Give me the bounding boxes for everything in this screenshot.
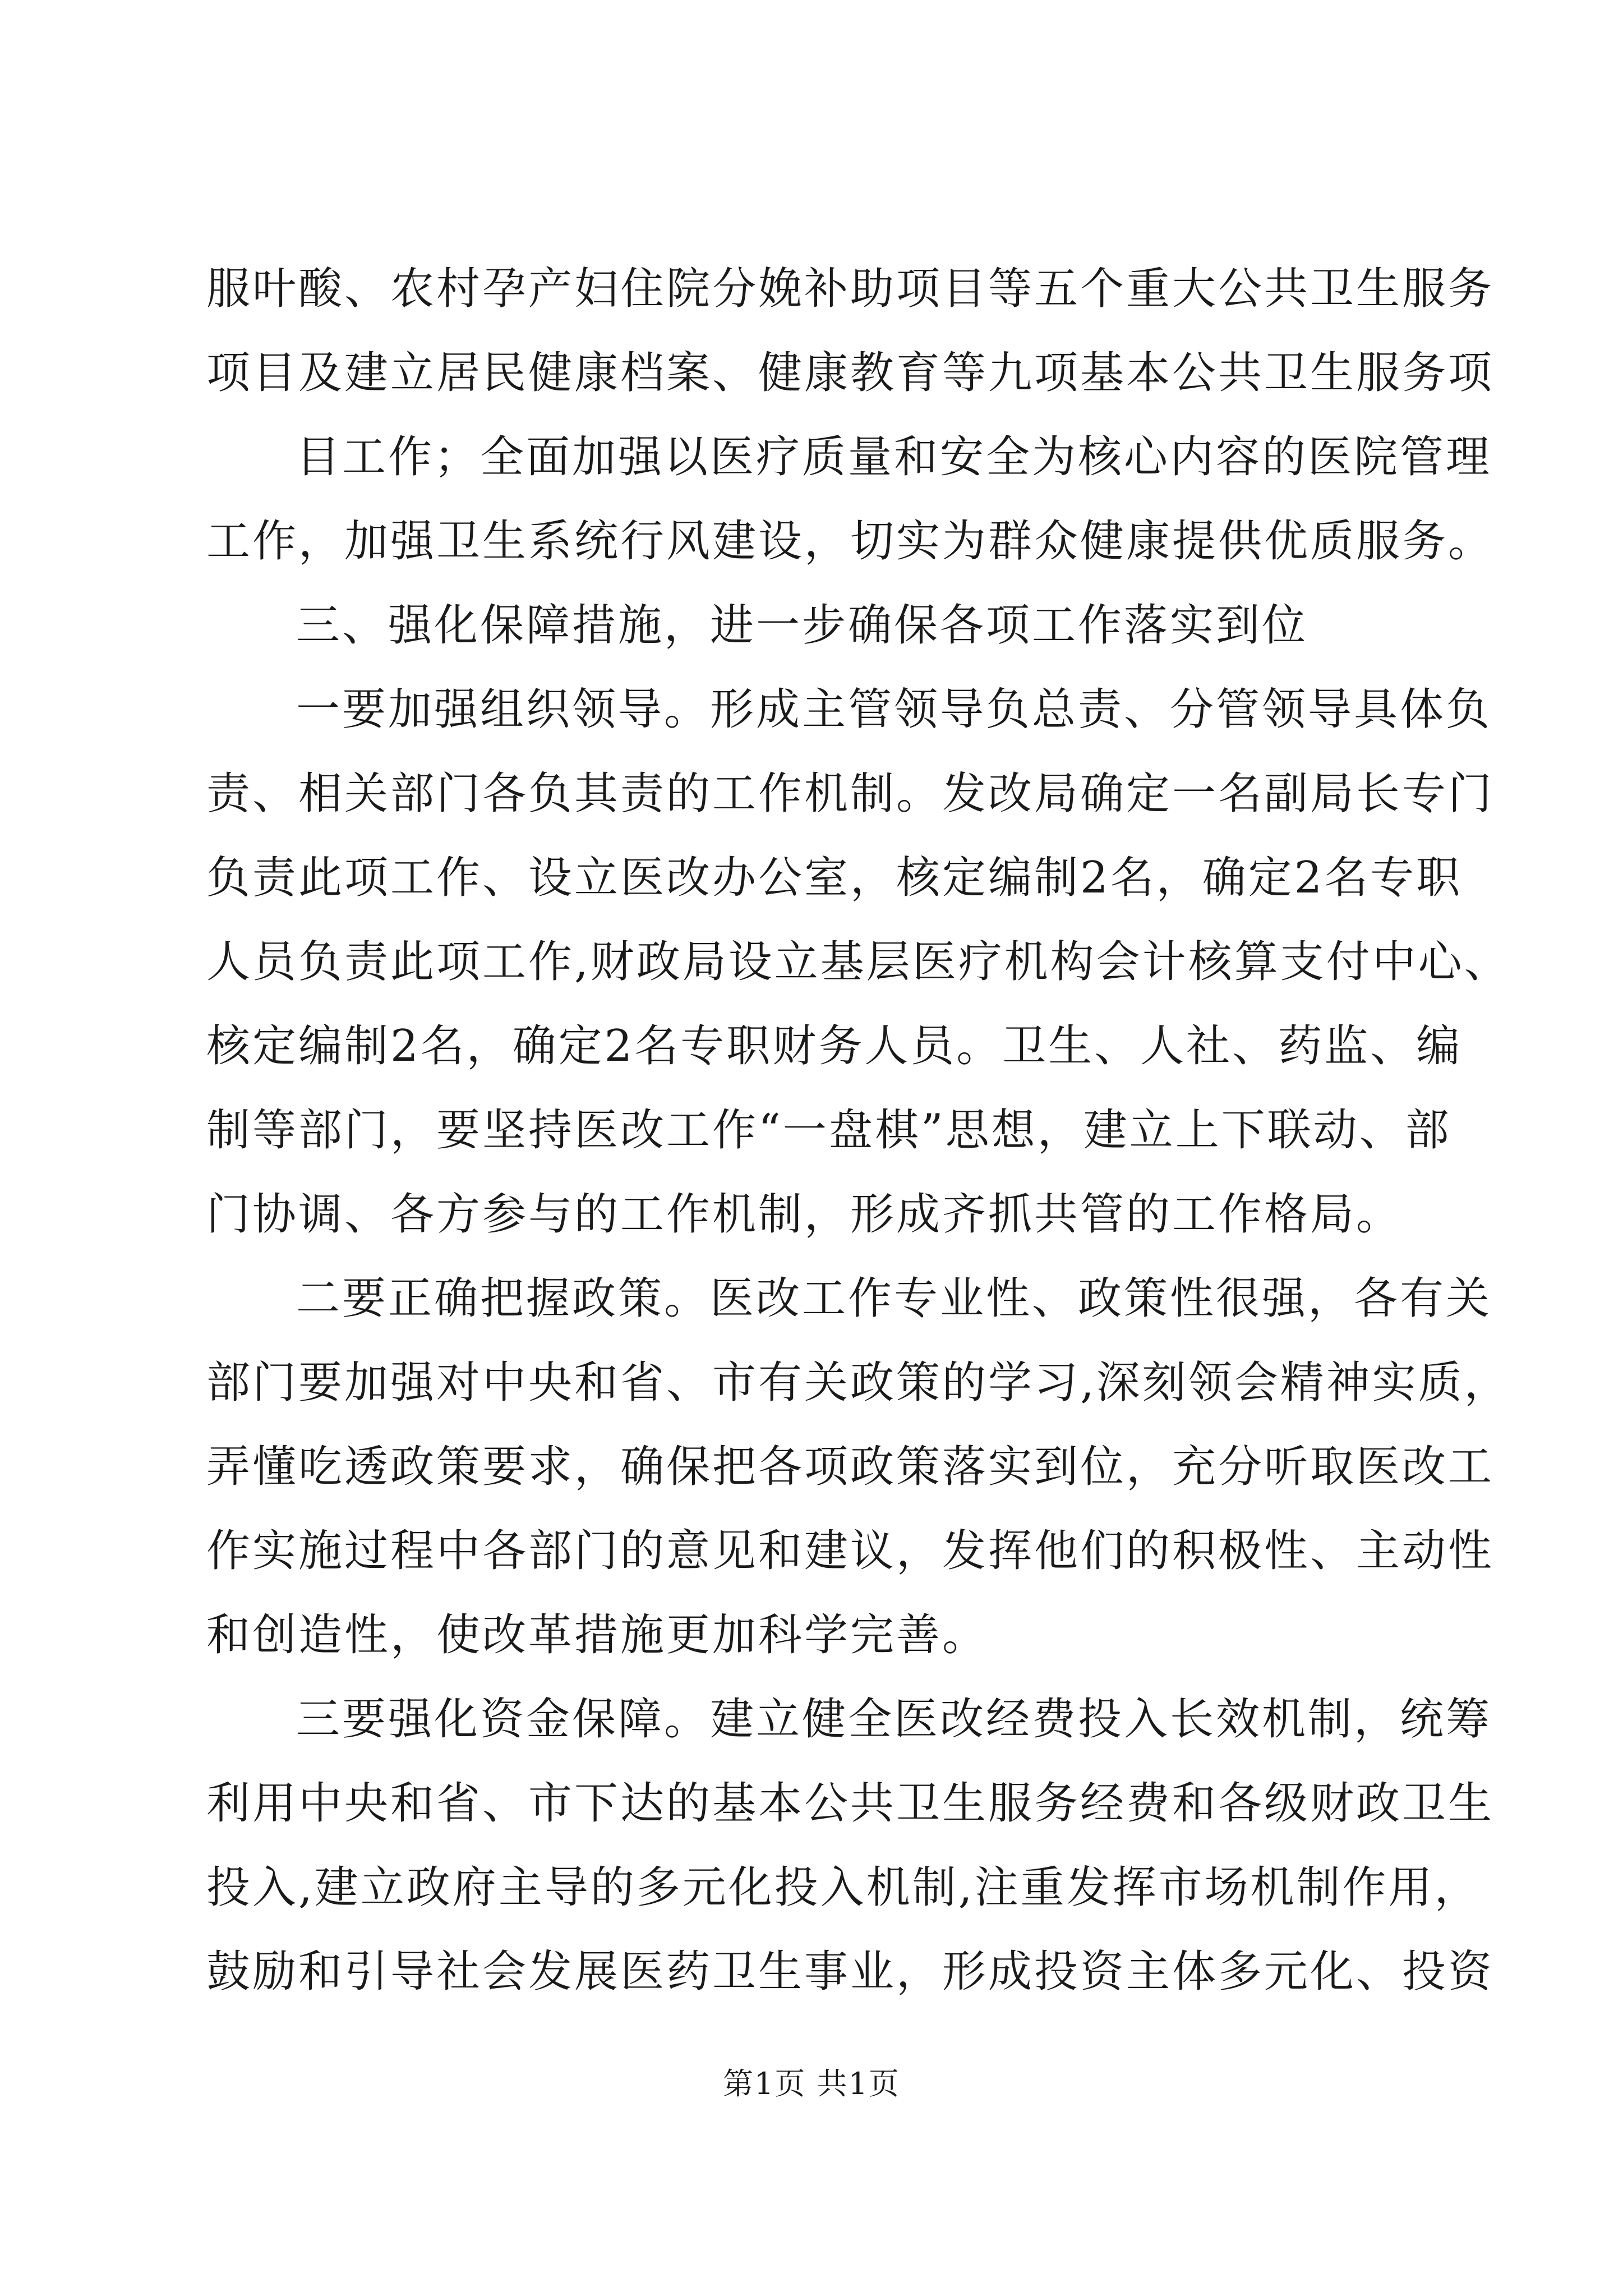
text-line: 负责此项工作、设立医改办公室，核定编制2名，确定2名专职	[206, 853, 1463, 903]
text-line: 利用中央和省、市下达的基本公共卫生服务经费和各级财政卫生	[206, 1778, 1495, 1829]
text-line: 作实施过程中各部门的意见和建议，发挥他们的积极性、主动性	[206, 1526, 1495, 1576]
text-line: 责、相关部门各负其责的工作机制。发改局确定一名副局长专门	[206, 769, 1495, 819]
text-line: 核定编制2名，确定2名专职财务人员。卫生、人社、药监、编	[206, 1021, 1463, 1071]
text-line: 弄懂吃透政策要求，确保把各项政策落实到位，充分听取医改工	[206, 1442, 1495, 1492]
text-line: 二要正确把握政策。医改工作专业性、政策性很强，各有关	[296, 1273, 1492, 1324]
text-line: 部门要加强对中央和省、市有关政策的学习,深刻领会精神实质，	[206, 1358, 1510, 1408]
text-line: 一要加强组织领导。形成主管领导负总责、分管领导具体负	[296, 684, 1492, 735]
text-line: 和创造性，使改革措施更加科学完善。	[206, 1610, 989, 1660]
text-line: 投入,建立政府主导的多元化投入机制,注重发挥市场机制作用，	[206, 1862, 1481, 1913]
text-line: 三要强化资金保障。建立健全医改经费投入长效机制，统筹	[296, 1694, 1492, 1745]
text-line: 目工作；全面加强以医疗质量和安全为核心内容的医院管理	[296, 432, 1492, 482]
text-line: 门协调、各方参与的工作机制，形成齐抓共管的工作格局。	[206, 1189, 1403, 1240]
text-line: 服叶酸、农村孕产妇住院分娩补助项目等五个重大公共卫生服务	[206, 264, 1495, 314]
document-body	[206, 247, 1510, 2014]
text-line: 工作，加强卫生系统行风建设，切实为群众健康提供优质服务。	[206, 516, 1495, 567]
section-heading: 三、强化保障措施，进一步确保各项工作落实到位	[296, 600, 1308, 651]
text-line: 鼓励和引导社会发展医药卫生事业，形成投资主体多元化、投资	[206, 1947, 1495, 1997]
text-line: 人员负责此项工作,财政局设立基层医疗机构会计核算支付中心、	[206, 937, 1510, 987]
page-number-footer: 第1页 共1页	[723, 2066, 900, 2101]
text-line: 项目及建立居民健康档案、健康教育等九项基本公共卫生服务项	[206, 348, 1495, 398]
text-line: 制等部门，要坚持医改工作“一盘棋”思想，建立上下联动、部	[206, 1105, 1451, 1156]
